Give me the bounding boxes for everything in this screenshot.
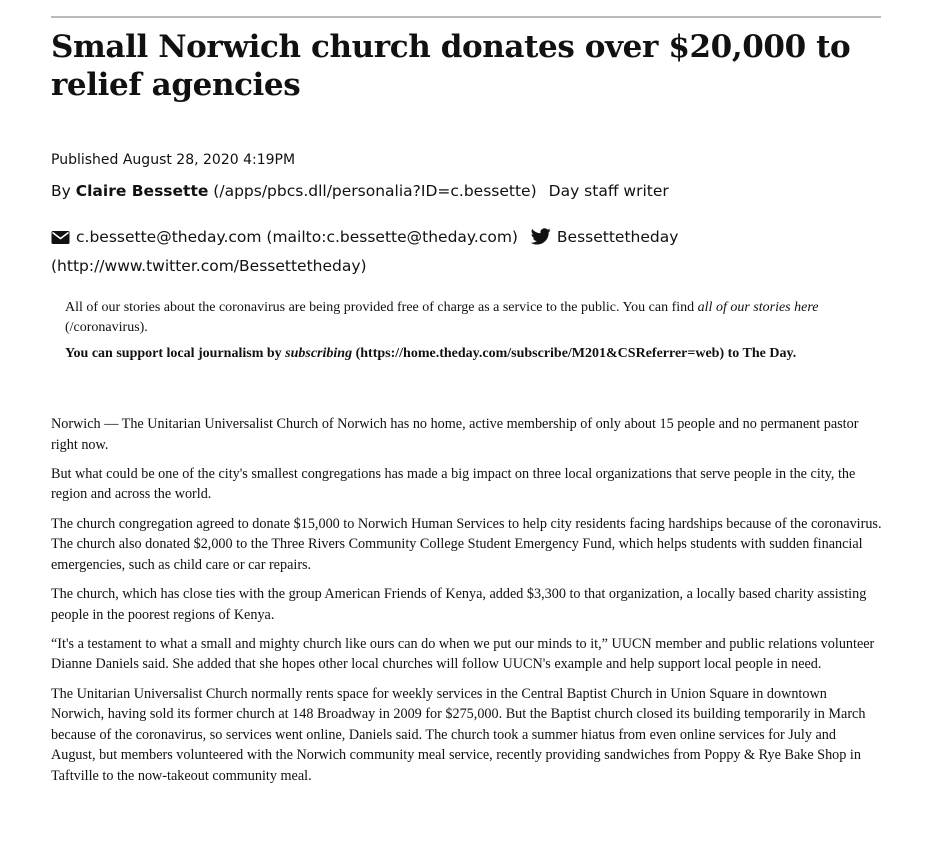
coronavirus-notice (65, 298, 865, 370)
byline-prefix: By (51, 182, 76, 200)
article-paragraph: Norwich — The Unitarian Universalist Church of Norwich has no home, active membership of only about 15 people and no permanent pastor right now. (51, 416, 859, 453)
twitter-handle-link[interactable]: Bessettetheday (556, 228, 679, 246)
published-date: Published August 28, 2020 4:19PM (51, 152, 296, 168)
author-profile-url: (/apps/pbcs.dll/personalia?ID=c.bessette) (208, 182, 537, 200)
article-paragraph: But what could be one of the city's smallest congregations has made a big impact on three local organizations that serve people in the city, the region and across the world. (51, 465, 856, 503)
envelope-icon (51, 227, 70, 253)
contact-info (51, 224, 881, 279)
twitter-bird-icon (531, 227, 551, 253)
article-body (51, 414, 883, 795)
byline (51, 180, 891, 202)
top-divider (51, 16, 881, 18)
article-headline: Small Norwich church donates over $20,000 to relief agencies (51, 29, 851, 103)
article-paragraph: The Unitarian Universalist Church normally rents space for weekly services in the Central Baptist Church in Union Square in downtown Norwich, having sold its former church at 148 Broadway in 2009 for $275,000. But the Baptist church closed its building temporarily in March because of the coronavirus, so services went online, Daniels said. The church took a summer hiatus from even online services for July and August, but members volunteered with the Norwich community meal service, recently providing sandwiches from Poppy & Rye Bake Shop in Taftville to the now-takeout community meal. (51, 685, 866, 784)
email-mailto-url: (mailto:c.bessette@theday.com) (261, 228, 518, 246)
email-link[interactable]: c.bessette@theday.com (76, 228, 262, 246)
article-paragraph: “It's a testament to what a small and mighty church like ours can do when we put our minds to it,” UUCN member and public relations volunteer Dianne Daniels said. She added that she hopes other local churches will follow UUCN's example and help support local people in need. (51, 635, 875, 673)
subscribe-link[interactable]: subscribing (285, 346, 353, 361)
notice-support: You can support local journalism by subscribing (https://home.theday.com/subscribe/M201&CSReferrer=web) to The Day. (65, 346, 797, 361)
notice-free-access: All of our stories about the coronavirus are being provided free of charge as a service to the public. You can find all of our stories here (/coronavirus). (65, 300, 819, 335)
article-paragraph: The church congregation agreed to donate $15,000 to Norwich Human Services to help city residents facing hardships because of the coronavirus. The church also donated $2,000 to the Three Rivers Community College Student Emergency Fund, which helps students with sudden financial emergencies, such as child care or car repairs. (51, 515, 882, 573)
author-role: Day staff writer (548, 182, 669, 200)
author-name-link[interactable]: Claire Bessette (75, 182, 209, 200)
twitter-url: (http://www.twitter.com/Bessettetheday) (51, 257, 367, 275)
article-paragraph: The church, which has close ties with the group American Friends of Kenya, added $3,300 to that organization, a locally based charity assisting people in the poorest regions of Kenya. (51, 585, 867, 623)
all-stories-link[interactable]: all of our stories here (697, 300, 819, 315)
